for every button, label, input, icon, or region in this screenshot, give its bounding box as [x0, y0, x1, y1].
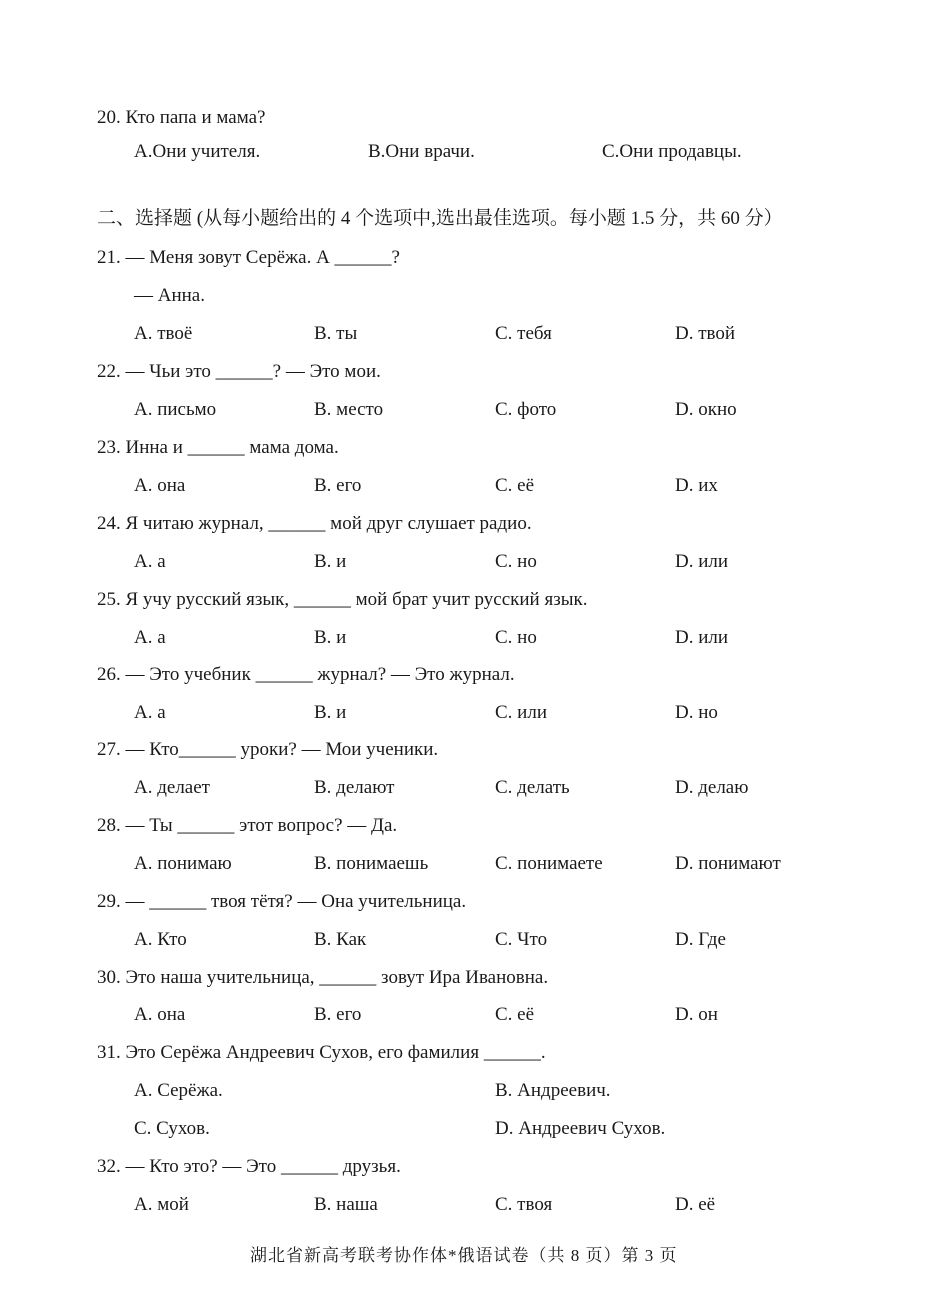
- question-20-option-b: B.Они врачи.: [368, 141, 475, 162]
- question-26-option-b: B. и: [314, 702, 347, 723]
- question-21-option-a: A. твоё: [134, 323, 193, 344]
- question-20-option-a: A.Они учителя.: [134, 141, 261, 162]
- question-24-option-a: A. а: [134, 551, 166, 572]
- question-32-stem: 32. — Кто это? — Это ______ друзья.: [97, 1156, 401, 1177]
- question-26-option-c: C. или: [495, 702, 547, 723]
- question-23-option-d: D. их: [675, 475, 718, 496]
- question-32-option-c: C. твоя: [495, 1194, 553, 1215]
- question-24-option-d: D. или: [675, 551, 729, 572]
- question-31-option-a: A. Серёжа.: [134, 1080, 223, 1101]
- question-26-option-d: D. но: [675, 702, 718, 723]
- question-21-stem: 21. — Меня зовут Серёжа. А ______?: [97, 247, 400, 268]
- question-23-stem: 23. Инна и ______ мама дома.: [97, 437, 339, 458]
- question-32-option-a: A. мой: [134, 1194, 189, 1215]
- question-30-option-b: B. его: [314, 1004, 362, 1025]
- question-29-option-a: A. Кто: [134, 929, 187, 950]
- question-25-option-d: D. или: [675, 627, 729, 648]
- question-28-stem: 28. — Ты ______ этот вопрос? — Да.: [97, 815, 398, 836]
- question-25-option-b: B. и: [314, 627, 347, 648]
- question-27-option-b: B. делают: [314, 777, 395, 798]
- question-23-option-c: C. её: [495, 475, 535, 496]
- question-27-option-c: C. делать: [495, 777, 570, 798]
- question-20-option-c: C.Они продавцы.: [602, 141, 742, 162]
- question-22-stem: 22. — Чьи это ______? — Это мои.: [97, 361, 381, 382]
- question-21-answer-line: — Анна.: [134, 285, 205, 306]
- question-31-option-b: B. Андреевич.: [495, 1080, 611, 1101]
- question-29-option-b: B. Как: [314, 929, 367, 950]
- question-26-stem: 26. — Это учебник ______ журнал? — Это журнал.: [97, 664, 515, 685]
- question-20-stem: 20. Кто папа и мама?: [97, 107, 266, 128]
- page-footer: 湖北省新高考联考协作体*俄语试卷（共 8 页）第 3 页: [250, 1246, 678, 1265]
- question-24-stem: 24. Я читаю журнал, ______ мой друг слушает радио.: [97, 513, 532, 534]
- question-23-option-a: A. она: [134, 475, 186, 496]
- question-22-option-d: D. окно: [675, 399, 737, 420]
- question-27-option-a: A. делает: [134, 777, 210, 798]
- question-32-option-b: B. наша: [314, 1194, 378, 1215]
- section-2-heading: 二、选择题 (从每小题给出的 4 个选项中,选出最佳选项。每小题 1.5 分，共 60 分）: [97, 208, 783, 229]
- question-27-stem: 27. — Кто______ уроки? — Мои ученики.: [97, 739, 439, 760]
- question-30-option-d: D. он: [675, 1004, 718, 1025]
- question-28-option-b: B. понимаешь: [314, 853, 429, 874]
- question-27-option-d: D. делаю: [675, 777, 749, 798]
- question-25-option-c: C. но: [495, 627, 537, 648]
- question-28-option-a: A. понимаю: [134, 853, 232, 874]
- question-25-option-a: A. а: [134, 627, 166, 648]
- question-30-option-c: C. её: [495, 1004, 535, 1025]
- question-21-option-b: B. ты: [314, 323, 358, 344]
- question-30-stem: 30. Это наша учительница, ______ зовут Ира Ивановна.: [97, 967, 549, 988]
- question-23-option-b: B. его: [314, 475, 362, 496]
- question-28-option-c: C. понимаете: [495, 853, 603, 874]
- question-25-stem: 25. Я учу русский язык, ______ мой брат учит русский язык.: [97, 589, 588, 610]
- question-24-option-b: B. и: [314, 551, 347, 572]
- question-29-option-c: C. Что: [495, 929, 548, 950]
- question-29-option-d: D. Где: [675, 929, 726, 950]
- question-21-option-c: C. тебя: [495, 323, 552, 344]
- question-26-option-a: A. а: [134, 702, 166, 723]
- question-24-option-c: C. но: [495, 551, 537, 572]
- question-22-option-b: B. место: [314, 399, 384, 420]
- question-22-option-c: C. фото: [495, 399, 557, 420]
- question-28-option-d: D. понимают: [675, 853, 781, 874]
- question-31-option-d: D. Андреевич Сухов.: [495, 1118, 666, 1139]
- question-22-option-a: A. письмо: [134, 399, 217, 420]
- question-32-option-d: D. её: [675, 1194, 716, 1215]
- question-29-stem: 29. — ______ твоя тётя? — Она учительница.: [97, 891, 467, 912]
- question-31-stem: 31. Это Серёжа Андреевич Сухов, его фамилия ______.: [97, 1042, 546, 1063]
- question-31-option-c: C. Сухов.: [134, 1118, 210, 1139]
- question-21-option-d: D. твой: [675, 323, 736, 344]
- question-30-option-a: A. она: [134, 1004, 186, 1025]
